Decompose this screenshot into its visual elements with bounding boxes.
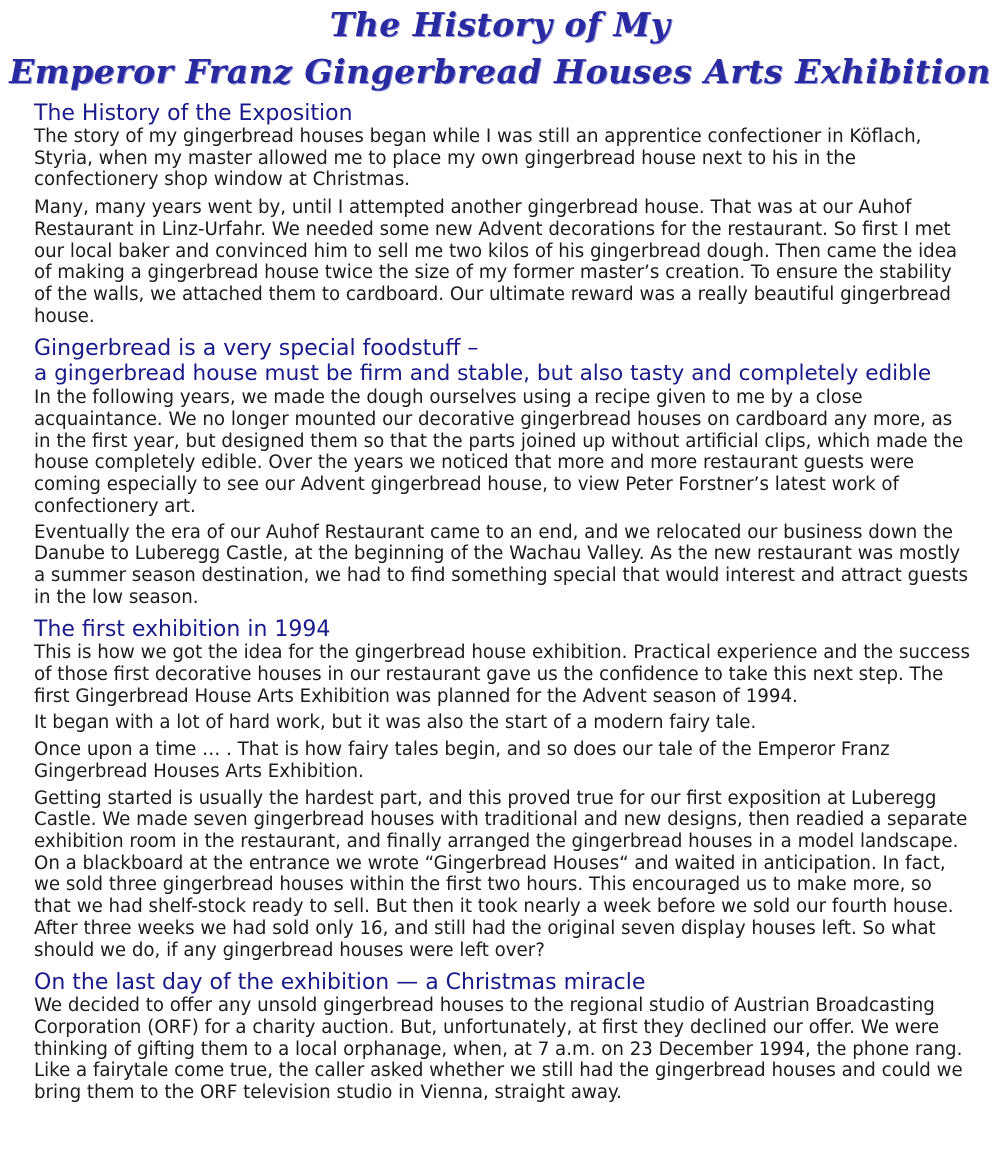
document-title [0,0,1000,96]
title-line-2: Emperor Franz Gingerbread Houses Arts Exhibition [9,52,991,91]
section-heading-line-2: a gingerbread house must be firm and stable, but also tasty and completely edible [34,361,932,387]
paragraph: Once upon a time … . That is how fairy tales begin, and so does our tale of the Emperor Franz Gingerbread Houses Arts Exhibition. [34,739,890,782]
title-line-1: The History of My [329,5,671,44]
paragraph: This is how we got the idea for the gingerbread house exhibition. Practical experience and the success of those first decorative houses in our restaurant gave us the confidence to take this next step. The first Gingerbread House Arts Exhibition was planned for the Advent season of 1994. [34,642,971,707]
section-gingerbread-foodstuff [34,336,974,608]
document-page [9,0,991,1104]
section-heading: The History of the Exposition [34,101,353,126]
section-heading: The first exhibition in 1994 [34,617,331,643]
section-first-exhibition [34,617,974,961]
paragraph: In the following years, we made the dough ourselves using a recipe given to me by a close acquaintance. We no longer mounted our decorative gingerbread houses on cardboard any more, as in the first year, but designed them so that the parts joined up without artificial clips, which made the house completely edible. Over the years we noticed that more and more restaurant guests were coming especially to see our Advent gingerbread house, to view Peter Forstner’s latest work of confectionery art. [34,387,964,517]
section-heading: On the last day of the exhibition — a Christmas miracle [34,970,646,996]
paragraph: We decided to offer any unsold gingerbread houses to the regional studio of Austrian Broadcasting Corporation (ORF) for a charity auction. But, unfortunately, at first they declined our offer. We were thinking of gifting them to a local orphanage, when, at 7 a.m. on 23 December 1994, the phone rang. Like a fairytale come true, the caller asked whether we still had the gingerbread houses and could we bring them to the ORF television studio in Vienna, straight away. [34,995,963,1104]
paragraph: Eventually the era of our Auhof Restaurant came to an end, and we relocated our business down the Danube to Luberegg Castle, at the beginning of the Wachau Valley. As the new restaurant was mostly a summer season destination, we had to find something special that would interest and attract guests in the low season. [34,521,968,608]
section-christmas-miracle [34,970,974,1104]
paragraph: Getting started is usually the hardest part, and this proved true for our first exposition at Luberegg Castle. We made seven gingerbread houses with traditional and new designs, then readied a separate exhibition room in the restaurant, and finally arranged the gingerbread houses in a model landscape. On a blackboard at the entrance we wrote “Gingerbread Houses“ and waited in anticipation. In fact, we sold three gingerbread houses within the first two hours. This encouraged us to make more, so that we had shelf-stock ready to sell. But then it took nearly a week before we sold our fourth house. After three weeks we had sold only 16, and still had the original seven display houses left. So what should we do, if any gingerbread houses were left over? [34,787,968,961]
paragraph: The story of my gingerbread houses began while I was still an apprentice confectioner in Köflach, Styria, when my master allowed me to place my own gingerbread house next to his in the confectionery shop window at Christmas. [34,126,922,191]
paragraph: It began with a lot of hard work, but it was also the start of a modern fairy tale. [34,712,757,734]
paragraph: Many, many years went by, until I attempted another gingerbread house. That was at our Auhof Restaurant in Linz-Urfahr. We needed some new Advent decorations for the restaurant. So first I met our local baker and convinced him to sell me two kilos of his gingerbread dough. Then came the idea of making a gingerbread house twice the size of my former master’s creation. To ensure the stability of the walls, we attached them to cardboard. Our ultimate reward was a really beautiful gingerbread house. [34,197,958,327]
section-heading-line-1: Gingerbread is a very special foodstuff – [34,336,479,362]
section-history-of-exposition [34,101,974,327]
